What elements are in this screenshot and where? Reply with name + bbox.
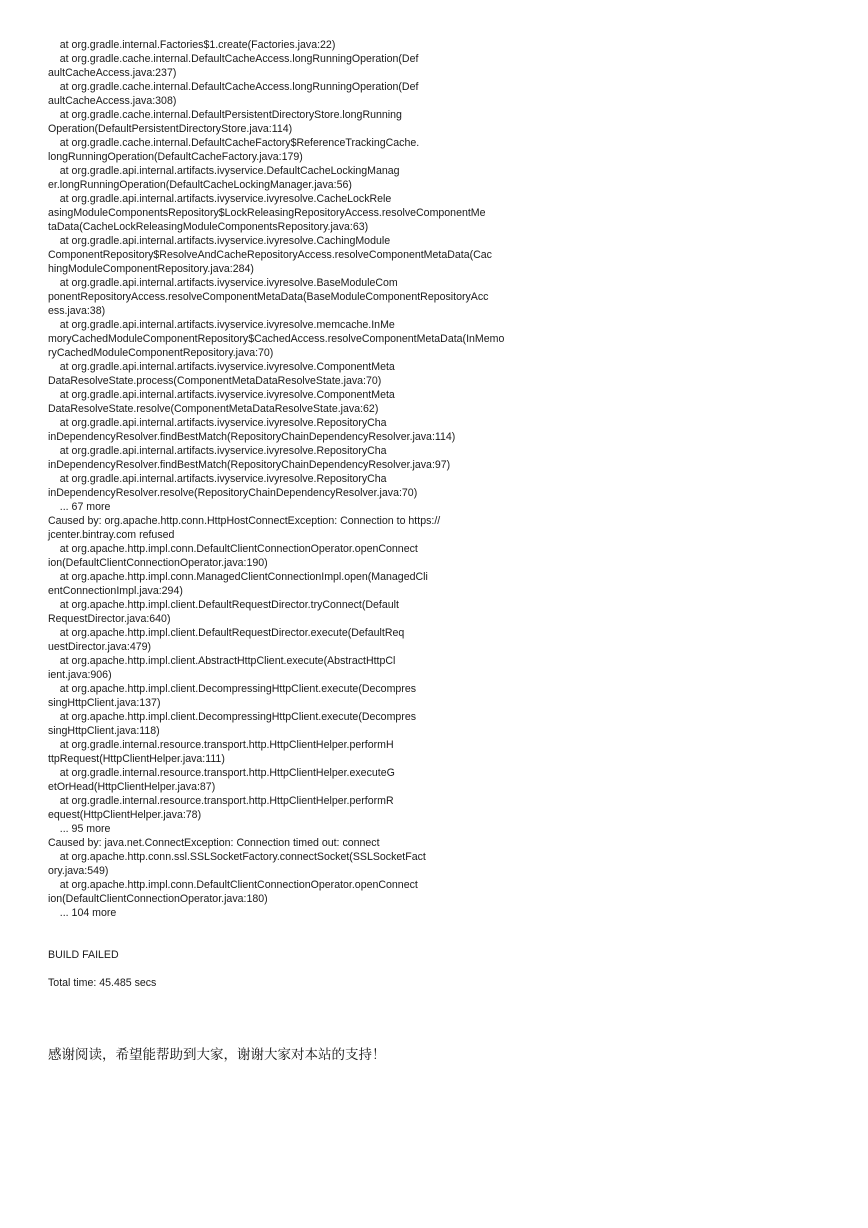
log-line: at org.gradle.internal.resource.transport.http.HttpClientHelper.performH	[48, 739, 394, 751]
log-line: DataResolveState.process(ComponentMetaDataResolveState.java:70)	[48, 375, 382, 387]
log-line: ory.java:549)	[48, 865, 109, 877]
log-line: at org.apache.http.impl.client.DefaultRequestDirector.tryConnect(Default	[48, 599, 399, 611]
build-summary	[48, 948, 156, 990]
log-line: DataResolveState.resolve(ComponentMetaDataResolveState.java:62)	[48, 403, 379, 415]
log-line: jcenter.bintray.com refused	[48, 529, 175, 541]
log-line: at org.apache.http.impl.client.DecompressingHttpClient.execute(Decompres	[48, 683, 417, 695]
log-line: at org.gradle.api.internal.artifacts.ivyservice.ivyresolve.RepositoryCha	[48, 473, 387, 485]
log-line: hingModuleComponentRepository.java:284)	[48, 263, 254, 275]
log-line: ient.java:906)	[48, 669, 112, 681]
log-line: at org.gradle.api.internal.artifacts.ivyservice.ivyresolve.CachingModule	[48, 235, 391, 247]
log-line: ... 104 more	[48, 907, 117, 919]
log-line: at org.gradle.api.internal.artifacts.ivyservice.ivyresolve.memcache.InMe	[48, 319, 395, 331]
log-line: etOrHead(HttpClientHelper.java:87)	[48, 781, 216, 793]
log-line: singHttpClient.java:118)	[48, 725, 160, 737]
stack-trace-log	[48, 38, 848, 920]
log-line: inDependencyResolver.findBestMatch(RepositoryChainDependencyResolver.java:114)	[48, 431, 456, 443]
log-line: moryCachedModuleComponentRepository$CachedAccess.resolveComponentMetaData(InMemo	[48, 333, 505, 345]
log-line: at org.apache.http.impl.conn.ManagedClientConnectionImpl.open(ManagedCli	[48, 571, 428, 583]
log-line: RequestDirector.java:640)	[48, 613, 171, 625]
log-line: at org.apache.http.impl.client.AbstractHttpClient.execute(AbstractHttpCl	[48, 655, 396, 667]
log-line: ttpRequest(HttpClientHelper.java:111)	[48, 753, 225, 765]
log-line: at org.gradle.api.internal.artifacts.ivyservice.ivyresolve.RepositoryCha	[48, 445, 387, 457]
log-line: inDependencyResolver.findBestMatch(RepositoryChainDependencyResolver.java:97)	[48, 459, 451, 471]
log-line: Caused by: java.net.ConnectException: Connection timed out: connect	[48, 837, 380, 849]
log-line: longRunningOperation(DefaultCacheFactory.java:179)	[48, 151, 303, 163]
log-line: at org.gradle.cache.internal.DefaultPersistentDirectoryStore.longRunning	[48, 109, 402, 121]
log-line: asingModuleComponentsRepository$LockReleasingRepositoryAccess.resolveComponentMe	[48, 207, 486, 219]
log-line: at org.gradle.api.internal.artifacts.ivyservice.ivyresolve.ComponentMeta	[48, 389, 395, 401]
log-line: at org.gradle.api.internal.artifacts.ivyservice.ivyresolve.ComponentMeta	[48, 361, 395, 373]
log-line: taData(CacheLockReleasingModuleComponentsRepository.java:63)	[48, 221, 369, 233]
log-line: at org.gradle.api.internal.artifacts.ivyservice.ivyresolve.RepositoryCha	[48, 417, 387, 429]
log-line: er.longRunningOperation(DefaultCacheLockingManager.java:56)	[48, 179, 352, 191]
log-line: at org.apache.http.impl.conn.DefaultClientConnectionOperator.openConnect	[48, 879, 418, 891]
log-line: singHttpClient.java:137)	[48, 697, 161, 709]
log-line: aultCacheAccess.java:308)	[48, 95, 177, 107]
log-line: Caused by: org.apache.http.conn.HttpHostConnectException: Connection to https://	[48, 515, 441, 527]
log-line: ion(DefaultClientConnectionOperator.java:180)	[48, 893, 268, 905]
log-line: at org.gradle.internal.resource.transport.http.HttpClientHelper.performR	[48, 795, 394, 807]
log-line: equest(HttpClientHelper.java:78)	[48, 809, 202, 821]
spacer	[48, 962, 156, 976]
log-line: inDependencyResolver.resolve(RepositoryChainDependencyResolver.java:70)	[48, 487, 418, 499]
log-line: Operation(DefaultPersistentDirectoryStore.java:114)	[48, 123, 293, 135]
log-line: ion(DefaultClientConnectionOperator.java:190)	[48, 557, 268, 569]
log-line: at org.gradle.api.internal.artifacts.ivyservice.DefaultCacheLockingManag	[48, 165, 400, 177]
log-line: at org.gradle.api.internal.artifacts.ivyservice.ivyresolve.BaseModuleCom	[48, 277, 398, 289]
log-line: ponentRepositoryAccess.resolveComponentMetaData(BaseModuleComponentRepositoryAcc	[48, 291, 489, 303]
log-line: at org.gradle.cache.internal.DefaultCacheFactory$ReferenceTrackingCache.	[48, 137, 420, 149]
log-line: at org.gradle.internal.resource.transport.http.HttpClientHelper.executeG	[48, 767, 395, 779]
closing-text: 感谢阅读，希望能帮助到大家，谢谢大家对本站的支持！	[48, 1047, 386, 1063]
log-line: ess.java:38)	[48, 305, 106, 317]
log-line: at org.apache.http.conn.ssl.SSLSocketFactory.connectSocket(SSLSocketFact	[48, 851, 426, 863]
log-line: ryCachedModuleComponentRepository.java:70)	[48, 347, 274, 359]
log-line: ... 67 more	[48, 501, 111, 513]
log-line: at org.gradle.cache.internal.DefaultCacheAccess.longRunningOperation(Def	[48, 53, 419, 65]
log-line: aultCacheAccess.java:237)	[48, 67, 177, 79]
log-line: entConnectionImpl.java:294)	[48, 585, 183, 597]
log-line: at org.gradle.cache.internal.DefaultCacheAccess.longRunningOperation(Def	[48, 81, 419, 93]
log-line: at org.apache.http.impl.client.DefaultRequestDirector.execute(DefaultReq	[48, 627, 405, 639]
total-time: Total time: 45.485 secs	[48, 977, 157, 989]
build-status: BUILD FAILED	[48, 949, 119, 961]
log-line: at org.apache.http.impl.conn.DefaultClientConnectionOperator.openConnect	[48, 543, 418, 555]
log-line: ComponentRepository$ResolveAndCacheRepositoryAccess.resolveComponentMetaData(Cac	[48, 249, 492, 261]
log-line: at org.apache.http.impl.client.DecompressingHttpClient.execute(Decompres	[48, 711, 417, 723]
log-line: uestDirector.java:479)	[48, 641, 152, 653]
log-line: at org.gradle.internal.Factories$1.create(Factories.java:22)	[48, 39, 336, 51]
log-line: at org.gradle.api.internal.artifacts.ivyservice.ivyresolve.CacheLockRele	[48, 193, 392, 205]
log-line: ... 95 more	[48, 823, 111, 835]
